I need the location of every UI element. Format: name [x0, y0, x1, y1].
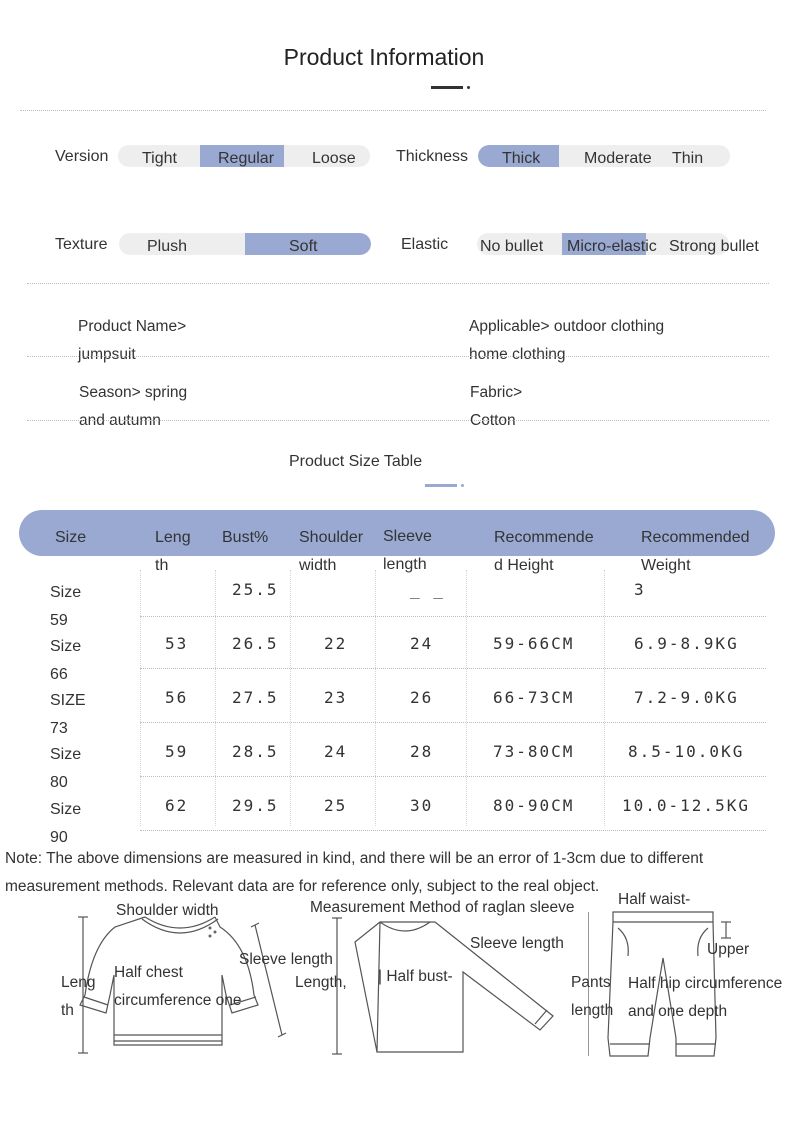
header-shoulder-line2: width [299, 557, 337, 574]
cell-weight: 10.0-12.5KG [622, 796, 750, 815]
header-weight-line1: Recommended [641, 529, 750, 546]
texture-option-soft[interactable]: Soft [289, 238, 318, 255]
size-label-line1: Size [50, 584, 82, 601]
header-length [155, 524, 191, 580]
sweater-length-label [61, 969, 95, 1025]
cell-length: 53 [165, 634, 189, 653]
cell-bust: 26.5 [232, 634, 279, 653]
size-label-line1: Size [50, 801, 82, 818]
header-shoulder-line1: Shoulder [299, 529, 364, 546]
half-bust-label: | Half bust- [378, 968, 453, 985]
cell-height: 80-90CM [493, 796, 575, 815]
half-hip-line2: and one depth [628, 1003, 728, 1020]
divider [27, 283, 769, 284]
size-label-line1: Size [50, 638, 82, 655]
size-label-line2: 90 [50, 829, 68, 846]
size-label-line1: Size [50, 746, 82, 763]
shoulder-width-label: Shoulder width [116, 902, 219, 919]
elastic-option-micro-elastic[interactable]: Micro-elastic [567, 238, 657, 255]
cell-bust: 25.5 [232, 580, 279, 599]
cell-sleeve: 28 [410, 742, 434, 761]
cell-sleeve: _ _ [410, 580, 445, 599]
cell-shoulder: 23 [324, 688, 348, 707]
column-divider [466, 570, 467, 826]
product-name-info [78, 313, 186, 369]
size-table-underline [425, 484, 457, 487]
cell-bust: 29.5 [232, 796, 279, 815]
cell-shoulder: 24 [324, 742, 348, 761]
raglan-sleeve-length-label: Sleeve length [470, 935, 564, 952]
half-chest-line1: Half chest [114, 964, 183, 981]
row-divider [140, 830, 766, 831]
title-underline [431, 86, 463, 89]
elastic-option-no-bullet[interactable]: No bullet [480, 238, 544, 255]
row-divider [140, 722, 766, 723]
cell-weight: 3 [634, 580, 646, 599]
half-chest-line2: circumference one [114, 992, 242, 1009]
column-divider [290, 570, 291, 826]
cell-height: 66-73CM [493, 688, 575, 707]
thickness-label: Thickness [396, 148, 469, 165]
row-divider [140, 668, 766, 669]
applicable-info [469, 313, 664, 369]
version-option-loose[interactable]: Loose [312, 150, 356, 167]
applicable-label: Applicable> outdoor clothing [469, 318, 665, 335]
half-waist-label: Half waist- [618, 891, 691, 908]
column-divider [215, 570, 216, 826]
header-sleeve-line2: length [383, 556, 427, 573]
version-label: Version [55, 148, 109, 165]
cell-weight: 7.2-9.0KG [634, 688, 739, 707]
header-bust: Bust% [222, 529, 269, 546]
version-option-regular[interactable]: Regular [218, 150, 275, 167]
texture-label: Texture [55, 236, 108, 253]
season-label: Season> spring [79, 384, 188, 401]
sweater-length-line2: th [61, 1002, 74, 1019]
divider [27, 420, 769, 421]
pants-length-line1: Pants [571, 974, 611, 991]
size-label-line2: 80 [50, 774, 68, 791]
table-row-size [50, 633, 81, 689]
half-hip-label [628, 970, 782, 1026]
header-height [494, 524, 594, 580]
cell-weight: 6.9-8.9KG [634, 634, 739, 653]
cell-sleeve: 26 [410, 688, 434, 707]
column-divider [604, 570, 605, 826]
half-chest-label [114, 959, 242, 1015]
note-line1: Note: The above dimensions are measured in kind, and there will be an error of 1-3cm due to different [5, 850, 704, 867]
pants-length-line2: length [571, 1002, 614, 1019]
table-row-size [50, 579, 81, 635]
header-length-line1: Leng [155, 529, 191, 546]
thickness-option-moderate[interactable]: Moderate [584, 150, 652, 167]
size-label-line2: 73 [50, 720, 68, 737]
row-divider [140, 776, 766, 777]
header-length-line2: th [155, 557, 169, 574]
sweater-sleeve-length-label: Sleeve length [239, 951, 333, 968]
thickness-option-thick[interactable]: Thick [502, 150, 541, 167]
half-hip-line1: Half hip circumference [628, 975, 783, 992]
cell-sleeve: 30 [410, 796, 434, 815]
header-height-line1: Recommende [494, 529, 594, 546]
header-shoulder [299, 524, 363, 580]
table-row-size [50, 741, 81, 797]
fabric-info [470, 379, 522, 435]
cell-height: 73-80CM [493, 742, 575, 761]
size-label-line1: SIZE [50, 692, 86, 709]
note-line2: measurement methods. Relevant data are for reference only, subject to the real object. [5, 878, 600, 895]
raglan-length-label: Length, [295, 974, 347, 991]
cell-bust: 27.5 [232, 688, 279, 707]
cell-shoulder: 25 [324, 796, 348, 815]
sweater-length-line1: Leng [61, 974, 96, 991]
product-name-label: Product Name> [78, 318, 187, 335]
cell-length: 56 [165, 688, 189, 707]
season-value: and autumn [79, 412, 161, 429]
header-height-line2: d Height [494, 557, 554, 574]
cell-length: 62 [165, 796, 189, 815]
thickness-option-thin[interactable]: Thin [672, 150, 704, 167]
fabric-value: Cotton [470, 412, 516, 429]
cell-bust: 28.5 [232, 742, 279, 761]
size-label-line2: 59 [50, 612, 68, 629]
table-row-size [50, 687, 86, 743]
season-info [79, 379, 187, 435]
upper-label: Upper [707, 941, 750, 958]
applicable-value: home clothing [469, 346, 566, 363]
title-underline-dot [467, 86, 470, 89]
texture-option-plush[interactable]: Plush [147, 238, 188, 255]
cell-sleeve: 24 [410, 634, 434, 653]
page-title: Product Information [283, 44, 485, 70]
pants-length-label [571, 969, 613, 1025]
size-table-title: Product Size Table [289, 453, 423, 470]
divider [27, 356, 769, 357]
table-row-size [50, 796, 81, 852]
cell-shoulder: 22 [324, 634, 348, 653]
size-label-line2: 66 [50, 666, 68, 683]
fabric-label: Fabric> [470, 384, 523, 401]
header-weight-line2: Weight [641, 557, 691, 574]
elastic-option-strong-bullet[interactable]: Strong bullet [669, 238, 759, 255]
divider [20, 110, 766, 111]
version-option-tight[interactable]: Tight [142, 150, 177, 167]
cell-length: 59 [165, 742, 189, 761]
raglan-title: Measurement Method of raglan sleeve [310, 899, 575, 916]
header-sleeve-line1: Sleeve [383, 528, 432, 545]
size-table-underline-dot [461, 484, 464, 487]
header-sleeve [383, 523, 432, 579]
elastic-label: Elastic [401, 236, 449, 253]
header-weight [641, 524, 750, 580]
column-divider [140, 570, 141, 826]
cell-weight: 8.5-10.0KG [628, 742, 745, 761]
header-size: Size [55, 529, 87, 546]
row-divider [140, 616, 766, 617]
cell-height: 59-66CM [493, 634, 575, 653]
column-divider [375, 570, 376, 826]
product-name-value: jumpsuit [78, 346, 136, 363]
